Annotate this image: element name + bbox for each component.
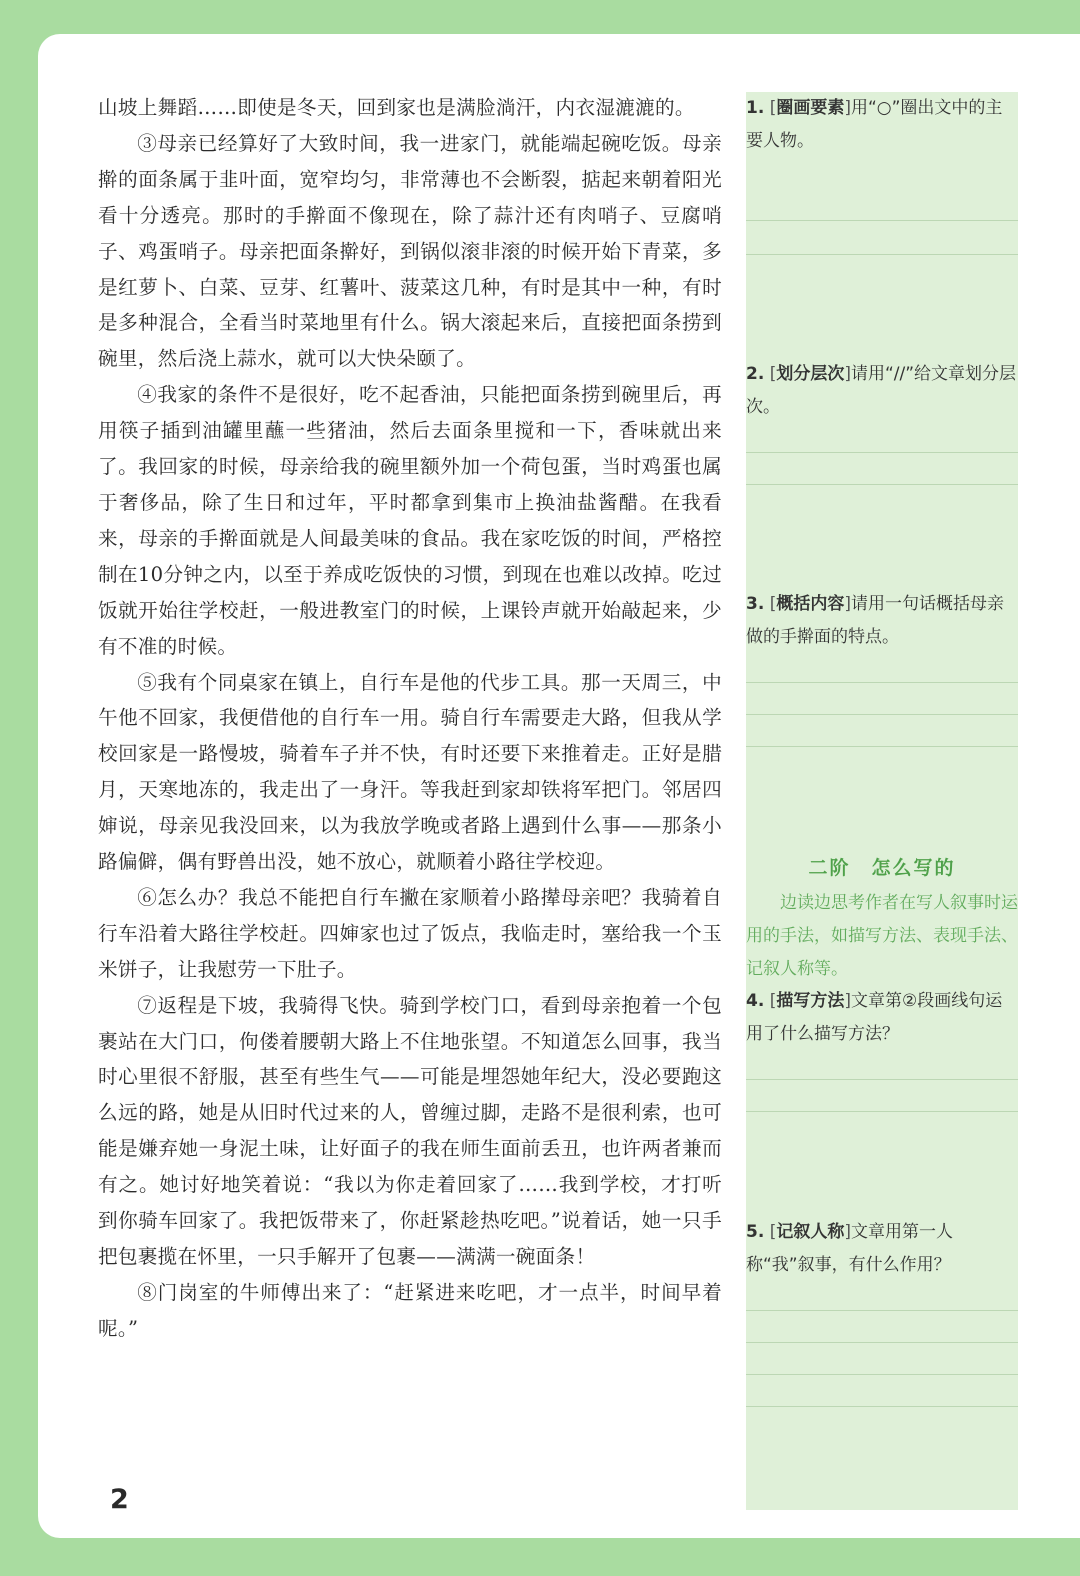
page-sheet xyxy=(38,34,1080,1538)
paragraph: 山坡上舞蹈……即使是冬天，回到家也是满脸淌汗，内衣湿漉漉的。 xyxy=(98,96,695,119)
paragraph: ③母亲已经算好了大致时间，我一进家门，就能端起碗吃饭。母亲擀的面条属于韭叶面，宽窄均匀，非常薄也不会断裂，掂起来朝着阳光看十分透亮。那时的手擀面不像现在，除了蒜汁还有肉哨子、豆腐哨子、鸡蛋哨子。母亲把面条擀好，到锅似滚非滚的时候开始下青菜，多是红萝卜、白菜、豆芽、红薯叶、菠菜这几种，有时是其中一种，有时是多种混合，全看当时菜地里有什么。锅大滚起来后，直接把面条捞到碗里，然后浇上蒜水，就可以大快朵颐了。 xyxy=(98,131,722,371)
answer-line[interactable] xyxy=(746,746,1018,747)
paragraph: ⑥怎么办？我总不能把自行车撇在家顺着小路撵母亲吧？我骑着自行车沿着大路往学校赶。四婶家也过了饭点，我临走时，塞给我一个玉米饼子，让我慰劳一下肚子。 xyxy=(98,885,722,981)
reading-passage xyxy=(98,90,722,1347)
answer-line[interactable] xyxy=(746,714,1018,715)
paragraph: ④我家的条件不是很好，吃不起香油，只能把面条捞到碗里后，再用筷子插到油罐里蘸一些猪油，然后去面条里搅和一下，香味就出来了。我回家的时候，母亲给我的碗里额外加一个荷包蛋，当时鸡蛋也属于奢侈品，除了生日和过年，平时都拿到集市上换油盐酱醋。在我看来，母亲的手擀面就是人间最美味的食品。我在家吃饭的时间，严格控制在10分钟之内，以至于养成吃饭快的习惯，到现在也难以改掉。吃过饭就开始往学校赶，一般进教室门的时候，上课铃声就开始敲起来，少有不准的时候。 xyxy=(98,383,722,658)
paragraph: ⑧门岗室的牛师傅出来了：“赶紧进来吃吧，才一点半，时间早着呢。” xyxy=(98,1280,722,1340)
answer-line[interactable] xyxy=(746,484,1018,485)
answer-line[interactable] xyxy=(746,1374,1018,1375)
question-sidebar xyxy=(746,92,1018,1510)
question-tag: 圈画要素 xyxy=(776,98,845,118)
answer-line[interactable] xyxy=(746,1406,1018,1407)
question-tag: 概括内容 xyxy=(776,594,845,614)
question-tag: 记叙人称 xyxy=(776,1222,845,1242)
question-4: 4. [描写方法]文章第②段画线句运用了什么描写方法？ xyxy=(746,985,1018,1051)
question-text: 文章第②段画线句运用了什么描写方法？ xyxy=(746,991,1003,1044)
page-number: 2 xyxy=(110,1484,129,1515)
question-tag: 划分层次 xyxy=(776,364,845,384)
paragraph: ⑤我有个同桌家在镇上，自行车是他的代步工具。那一天周三，中午他不回家，我便借他的自行车一用。骑自行车需要走大路，但我从学校回家是一路慢坡，骑着车子并不快，有时还要下来推着走。正好是腊月，天寒地冻的，我走出了一身汗。等我赶到家却铁将军把门。邻居四婶说，母亲见我没回来，以为我放学晚或者路上遇到什么事——那条小路偏僻，偶有野兽出没，她不放心，就顺着小路往学校迎。 xyxy=(98,670,722,874)
stage-title: 二阶 怎么写的 xyxy=(808,857,956,879)
question-3: 3. [概括内容]请用一句话概括母亲做的手擀面的特点。 xyxy=(746,588,1018,654)
question-tag: 描写方法 xyxy=(776,991,845,1011)
question-number: 2. xyxy=(746,364,765,384)
answer-line[interactable] xyxy=(746,1079,1018,1080)
question-text: 请用一句话概括母亲做的手擀面的特点。 xyxy=(746,594,1004,647)
question-text: 用“○”圈出文中的主要人物。 xyxy=(746,98,1003,151)
question-text: 请用“//”给文章划分层次。 xyxy=(746,364,1017,417)
question-text: 文章用第一人称“我”叙事，有什么作用？ xyxy=(746,1222,953,1275)
answer-line[interactable] xyxy=(746,254,1018,255)
answer-line[interactable] xyxy=(746,1111,1018,1112)
stage-description: 边读边思考作者在写人叙事时运用的手法，如描写方法、表现手法、记叙人称等。 xyxy=(746,893,1018,979)
question-5: 5. [记叙人称]文章用第一人称“我”叙事，有什么作用？ xyxy=(746,1216,1018,1282)
answer-line[interactable] xyxy=(746,452,1018,453)
question-number: 4. xyxy=(746,991,765,1011)
question-number: 5. xyxy=(746,1222,765,1242)
answer-line[interactable] xyxy=(746,1342,1018,1343)
question-1: 1. [圈画要素]用“○”圈出文中的主要人物。 xyxy=(746,92,1018,158)
question-number: 3. xyxy=(746,594,765,614)
answer-line[interactable] xyxy=(746,682,1018,683)
question-2: 2. [划分层次]请用“//”给文章划分层次。 xyxy=(746,358,1018,424)
question-number: 1. xyxy=(746,98,765,118)
answer-line[interactable] xyxy=(746,220,1018,221)
answer-line[interactable] xyxy=(746,1310,1018,1311)
paragraph: ⑦返程是下坡，我骑得飞快。骑到学校门口，看到母亲抱着一个包裹站在大门口，佝偻着腰朝大路上不住地张望。不知道怎么回事，我当时心里很不舒服，甚至有些生气——可能是埋怨她年纪大，没必要跑这么远的路，她是从旧时代过来的人，曾缠过脚，走路不是很利索，也可能是嫌弃她一身泥土味，让好面子的我在师生面前丢丑，也许两者兼而有之。她讨好地笑着说：“我以为你走着回家了……我到学校，才打听到你骑车回家了。我把饭带来了，你赶紧趁热吃吧。”说着话，她一只手把包裹揽在怀里，一只手解开了包裹——满满一碗面条！ xyxy=(98,993,722,1268)
